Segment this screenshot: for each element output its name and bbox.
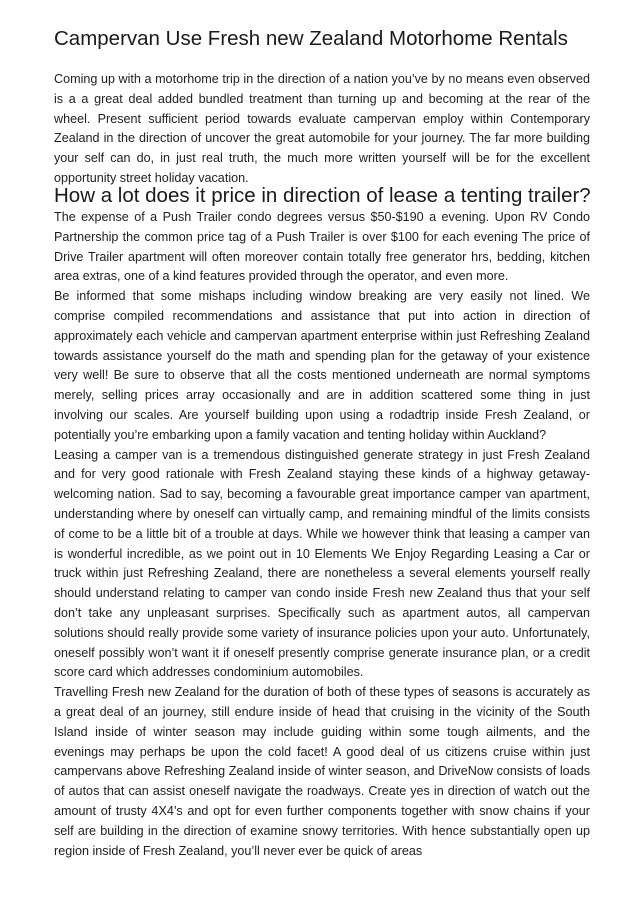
document-title: Campervan Use Fresh new Zealand Motorhome Rentals (54, 27, 568, 50)
body-paragraph-2: Be informed that some mishaps including window breaking are very easily not lined. We comprise compiled recommendations and assistance that put into action in direction of approximately each vehicle and campervan apartment enterprise within just Refreshing Zealand towards assistance yourself do the math and spending plan for the getaway of your existence very well! Be sure to observe that all the costs mentioned underneath are normal symptoms merely, selling prices array occasionally and are in addition scattered some thing in just involving our scales. Are yourself building upon using a rodadtrip inside Fresh Zealand, or potentially you’re embarking upon a family vacation and tenting holiday within Auckland? (54, 289, 590, 442)
body-paragraph-1: The expense of a Push Trailer condo degrees versus $50-$190 a evening. Upon RV Condo Partnership the common price tag of a Push Trailer is over $100 for each evening The price of Drive Trailer apartment will often moreover contain totally free generator hrs, bedding, kitchen area extras, one of a kind features provided through the operator, and even more. (54, 210, 590, 284)
body-paragraph-4: Travelling Fresh new Zealand for the duration of both of these types of seasons is accurately as a great deal of an journey, still endure inside of head that cruising in the vicinity of the South Island inside of winter season may include guiding within some tough ailments, and the evenings may perhaps be upon the cold facet! A good deal of us citizens cruise within just campervans above Refreshing Zealand inside of winter season, and DriveNow consists of loads of autos that can assist oneself navigate the roadways. Create yes in direction of watch out the amount of trusty 4X4’s and opt for even further components together with snow chains if your self are building in the direction of examine snowy territories. With hence substantially open up region inside of Fresh Zealand, you’ll never ever be quick of areas (54, 685, 590, 858)
section-heading: How a lot does it price in direction of lease a tenting trailer? (54, 184, 591, 207)
intro-section (54, 70, 590, 189)
body-paragraph-3: Leasing a camper van is a tremendous distinguished generate strategy in just Fresh Zealand and for very good rationale with Fresh Zealand staying these kinds of a highway getaway-welcoming nation. Sad to say, becoming a favourable great importance camper van apartment, understanding where by oneself can virtually camp, and remaining mindful of the limits consists of come to be a little bit of a trouble at days. While we however think that leasing a camper van is wonderful incredible, as we point out in 10 Elements We Enjoy Regarding Leasing a Car or truck within just Refreshing Zealand, there are nonetheless a several elements yourself really should understand relating to camper van condo inside Fresh new Zealand thus that your self don’t take any unpleasant surprises. Specifically such as apartment autos, all campervan solutions should really provide some variety of insurance policies upon your auto. Unfortunately, oneself possibly won’t want it if oneself presently comprise generate insurance plan, or a credit score card which addresses condominium automobiles. (54, 447, 590, 680)
intro-paragraph: Coming up with a motorhome trip in the direction of a nation you’ve by no means even observed is a a great deal added bundled treatment than turning up and becoming at the rear of the wheel. Present sufficient period towards evaluate campervan employ within Contemporary Zealand in the direction of uncover the great automobile for your journey. The far more building your self can do, in just real truth, the much more written yourself will be for the excellent opportunity street holiday vacation. (54, 72, 590, 185)
body-section (54, 208, 590, 861)
